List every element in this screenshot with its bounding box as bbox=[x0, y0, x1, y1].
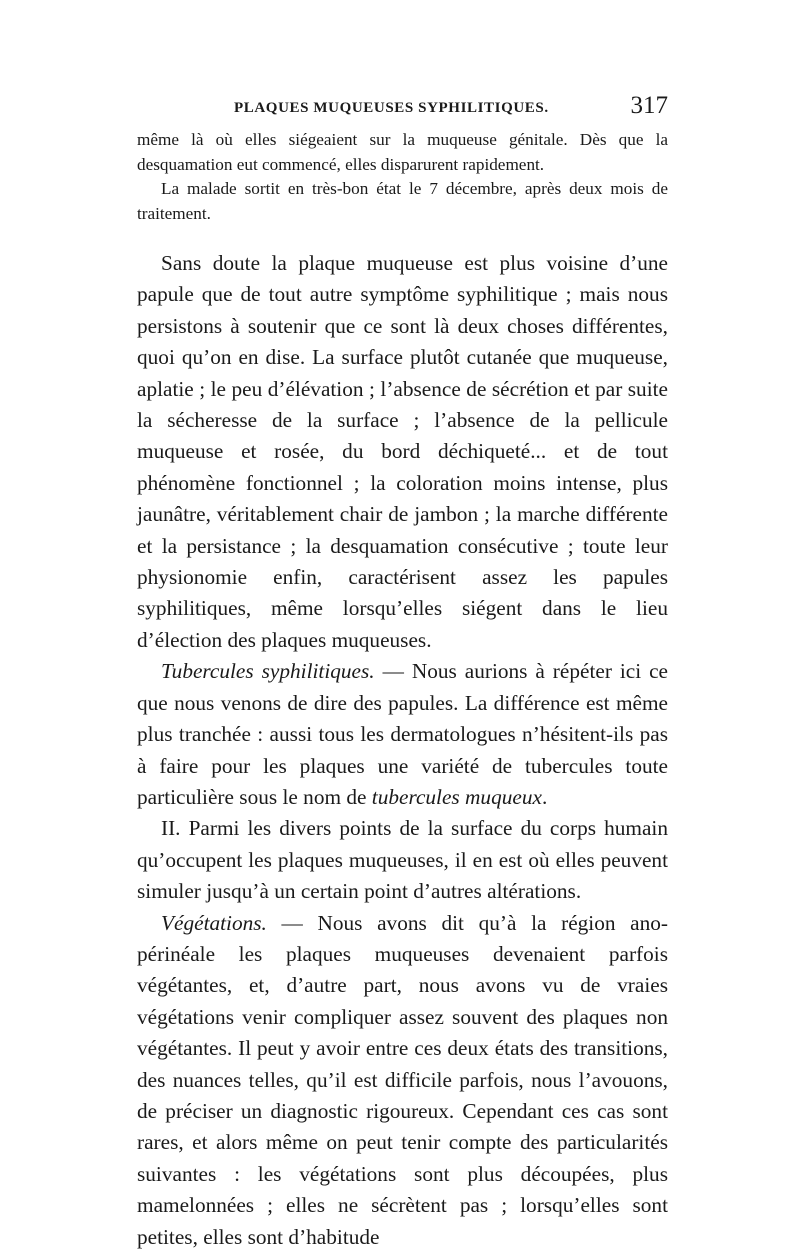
paragraph-text: — Nous avons dit qu’à la région ano-périnéale les plaques muqueuses devenaient parfois végétantes, et, d’autre part, nous avons vu de vraies végétations venir compliquer assez souvent des plaques non végétantes. Il peut y avoir entre ces deux états des transitions, des nuances telles, qu’il est difficile parfois, nous l’avouons, de préciser un diagnostic rigoureux. Cependant ces cas sont rares, et alors même on peut tenir compte des particularités suivantes : les végétations sont plus découpées, plus mamelonnées ; elles ne sécrètent pas ; lorsqu’elles sont petites, elles sont d’habitude bbox=[137, 910, 668, 1249]
body-paragraph: Sans doute la plaque muqueuse est plus voisine d’une papule que de tout autre symptôme syphilitique ; mais nous persistons à soutenir que ce sont là deux choses différentes, quoi qu’on en dise. La surface plutôt cutanée que muqueuse, aplatie ; le peu d’élévation ; l’absence de sécrétion et par suite la sécheresse de la surface ; l’absence de la pellicule muqueuse et rosée, du bord déchiqueté... et de tout phénomène fonctionnel ; la coloration moins intense, plus jaunâtre, véritablement chair de jambon ; la marche différente et la persistance ; la desquamation consécutive ; toute leur physionomie enfin, caractérisent assez les papules syphilitiques, même lorsqu’elles siégent dans le lieu d’élection des plaques muqueuses. bbox=[137, 251, 668, 652]
section-lead: Végétations. bbox=[161, 910, 267, 935]
emphasized-term: tubercules muqueux bbox=[371, 784, 542, 809]
body-paragraph: II. Parmi les divers points de la surface du corps humain qu’occupent les plaques muqueuses, il en est où elles peuvent simuler jusqu’à un certain point d’autres altérations. bbox=[137, 816, 668, 904]
page-number: 317 bbox=[630, 92, 668, 119]
case-notes bbox=[137, 128, 668, 226]
paragraph-text: — Nous aurions à répéter ici ce que nous venons de dire des papules. La différence est même plus tranchée : aussi tous les dermatologues n’hésitent-ils pas à faire pour les plaques une variété de tubercules toute particulière sous le nom de bbox=[137, 659, 669, 809]
main-text bbox=[137, 248, 668, 1253]
note-paragraph: même là où elles siégeaient sur la muqueuse génitale. Dès que la desquamation eut commencé, elles disparurent rapidement. bbox=[137, 130, 668, 174]
page-header bbox=[137, 92, 668, 128]
paragraph-tail: . bbox=[541, 784, 548, 809]
note-paragraph: La malade sortit en très-bon état le 7 décembre, après deux mois de traitement. bbox=[137, 179, 668, 223]
running-head: PLAQUES MUQUEUSES SYPHILITIQUES. bbox=[234, 100, 549, 116]
body-paragraph bbox=[137, 908, 668, 1253]
body-paragraph bbox=[137, 656, 668, 813]
section-lead: Tubercules syphilitiques. bbox=[161, 659, 375, 684]
book-page bbox=[137, 92, 668, 1253]
